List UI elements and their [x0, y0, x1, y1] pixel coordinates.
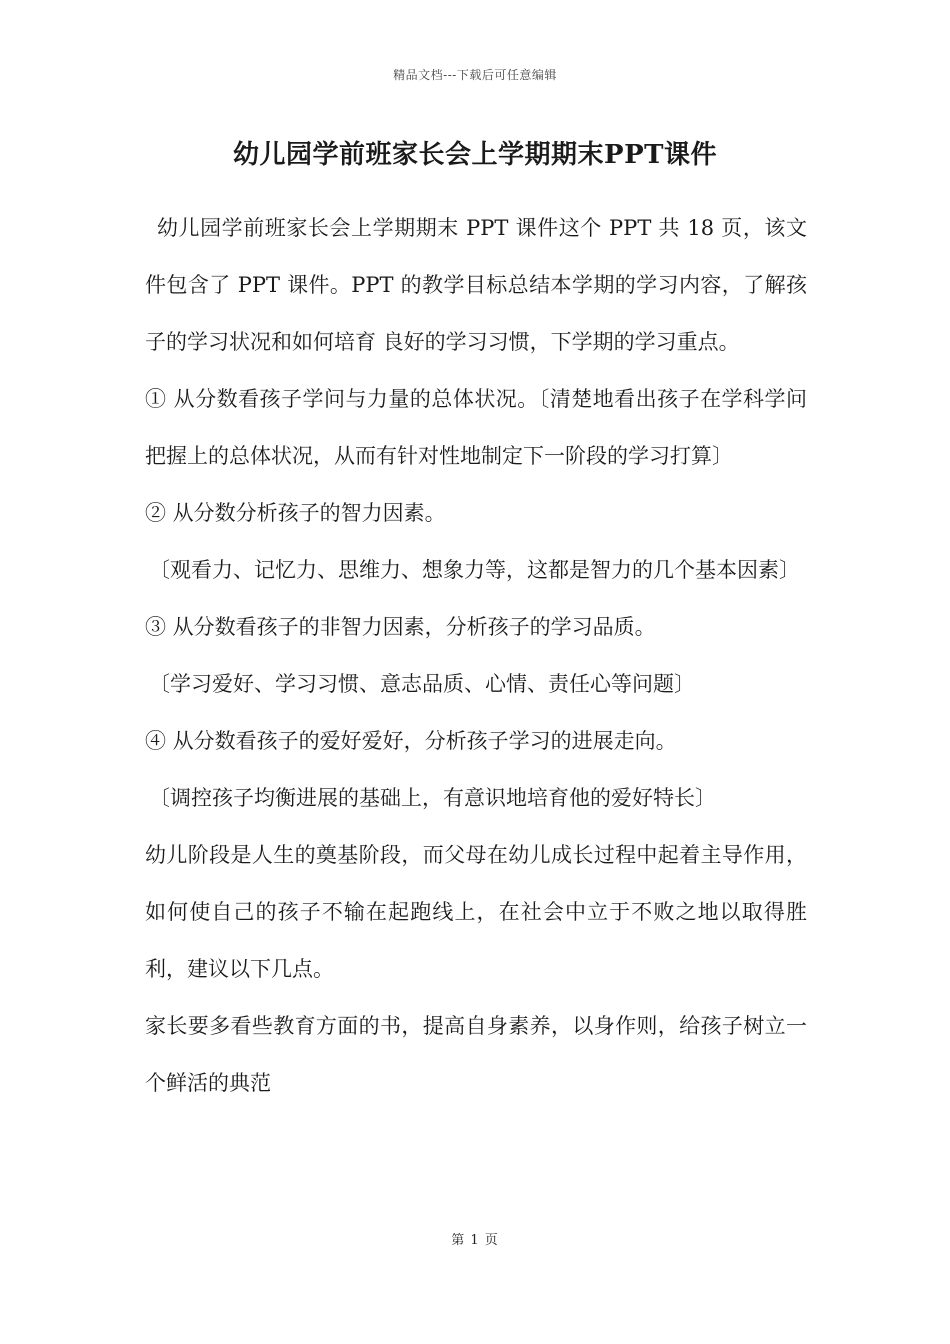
point-4-paragraph: ④ 从分数看孩子的爱好爱好，分析孩子学习的进展走向。: [145, 729, 677, 753]
document-body: [145, 200, 807, 1112]
page-number: 第 1 页: [451, 1233, 499, 1248]
parent-advice-paragraph: 家长要多看些教育方面的书，提高自身素养，以身作则，给孩子树立一个鲜活的典范: [145, 1014, 807, 1095]
foundation-paragraph: 幼儿阶段是人生的奠基阶段，而父母在幼儿成长过程中起着主导作用，如何使自己的孩子不输在起跑线上，在社会中立于不败之地以取得胜利，建议以下几点。: [145, 843, 807, 981]
point-3-paragraph: ③ 从分数看孩子的非智力因素，分析孩子的学习品质。: [145, 615, 656, 639]
point-3-note: 〔学习爱好、学习习惯、意志品质、心情、责任心等问题〕: [149, 672, 695, 696]
point-2-note: 〔观看力、记忆力、思维力、想象力等，这都是智力的几个基本因素〕: [149, 558, 800, 582]
intro-paragraph: 幼儿园学前班家长会上学期期末 PPT 课件这个 PPT 共 18 页，该文件包含了 PPT 课件。PPT 的教学目标总结本学期的学习内容，了解孩子的学习状况和如何培育 良好的学习习惯，下学期的学习重点。: [145, 216, 807, 354]
document-title: 幼儿园学前班家长会上学期期末PPT课件: [233, 140, 717, 170]
page-header: 精品文档---下载后可任意编辑: [393, 68, 557, 82]
point-2-paragraph: ② 从分数分析孩子的智力因素。: [145, 501, 446, 525]
point-4-note: 〔调控孩子均衡进展的基础上，有意识地培育他的爱好特长〕: [149, 786, 716, 810]
point-1-paragraph: ① 从分数看孩子学问与力量的总体状况。〔清楚地看出孩子在学科学问把握上的总体状况，从而有针对性地制定下一阶段的学习打算〕: [145, 387, 807, 468]
